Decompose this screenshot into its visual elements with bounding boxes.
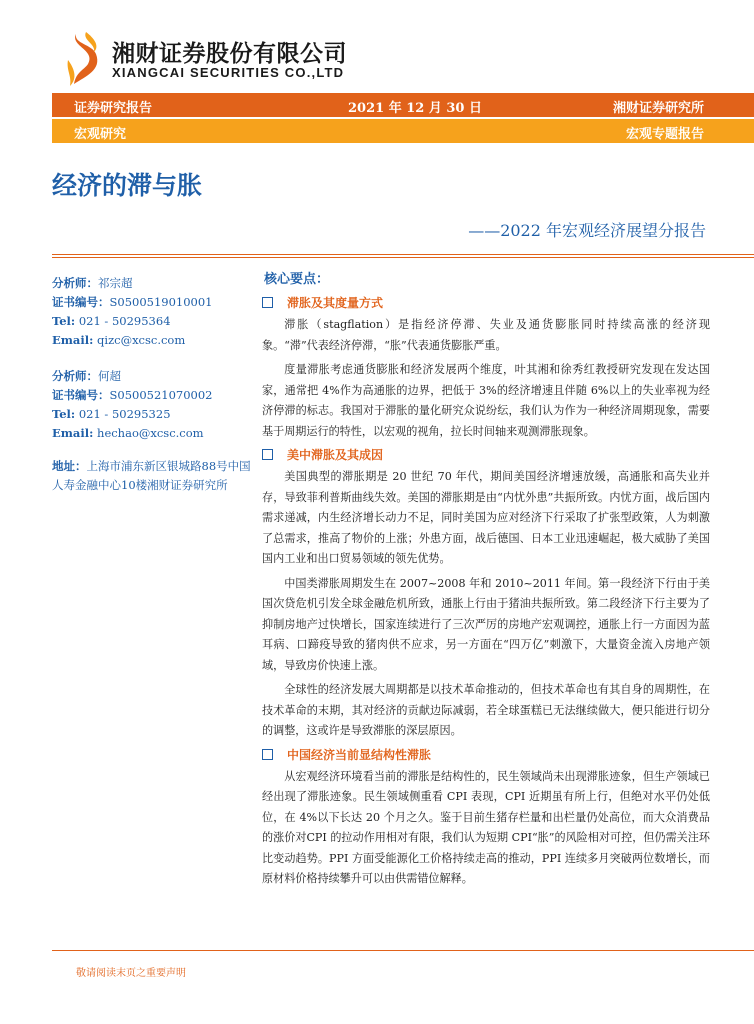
analyst-card <box>52 274 252 350</box>
section-heading-text: 美中滞胀及其成因 <box>287 448 384 462</box>
analyst-label: 分析师： <box>52 276 98 290</box>
paragraph: 度量滞胀考虑通货膨胀和经济发展两个维度，叶其湘和徐秀红教授研究发现在发达国家，通常把 4%作为高通胀的边界，把低于 3%的经济增速且伴随 6%以上的失业率视为经济停滞的标志。我国对于滞胀的量化研究众说纷纭，我们认为作为一种经济周期现象，需要基于周期运行的特性，以宏观的视角，拉长时间轴来观测滞胀现象。 <box>262 363 710 438</box>
report-type-band <box>52 93 754 117</box>
checkbox-bullet-icon <box>262 297 273 308</box>
email-label: Email: <box>52 426 94 440</box>
address-label: 地址： <box>52 459 87 473</box>
cert-number: S0500521070002 <box>109 388 213 402</box>
cert-label: 证书编号： <box>52 388 110 402</box>
title-divider <box>52 254 754 255</box>
tel-number: 021 - 50295364 <box>78 314 171 328</box>
institute-name: 湘财证券研究所 <box>612 101 704 116</box>
address-text: 上海市浦东新区银城路88号中国人寿金融中心10楼湘财证券研究所 <box>52 459 251 492</box>
section-heading <box>262 746 710 763</box>
analyst-name: 何超 <box>98 369 121 383</box>
analyst-label: 分析师： <box>52 369 98 383</box>
title-divider-secondary <box>52 257 754 258</box>
company-logo-icon <box>66 30 106 88</box>
email-label: Email: <box>52 333 94 347</box>
paragraph: 滞胀（stagflation）是指经济停滞、失业及通货膨胀同时持续高涨的经济现象。“滞”代表经济停滞，“胀”代表通货膨胀严重。 <box>262 318 710 352</box>
tel-number: 021 - 50295325 <box>78 407 171 421</box>
section-heading-text: 中国经济当前显结构性滞胀 <box>287 747 432 762</box>
report-subtitle: ——2022 年宏观经济展望分报告 <box>468 221 706 240</box>
company-name-en: XIANGCAI SECURITIES CO.,LTD <box>112 65 345 80</box>
tel-label: Tel: <box>52 407 76 421</box>
checkbox-bullet-icon <box>262 449 273 460</box>
checkbox-bullet-icon <box>262 749 273 760</box>
disclaimer-notice: 敬请阅读末页之重要声明 <box>76 968 186 979</box>
paragraph: 美国典型的滞胀期是 20 世纪 70 年代，期间美国经济增速放缓，高通胀和高失业并存，导致菲利普斯曲线失效。美国的滞胀期是由“内忧外患”共振所致。内忧方面，战后国内需求递减，内生经济增长动力不足，同时美国为应对经济下行采取了扩张型政策，人为刺激了总需求，推高了物价的上涨；外患方面，战后德国、日本工业迅速崛起，极大威胁了美国国内工业和出口贸易领域的领先优势。 <box>262 470 710 565</box>
report-title: 经济的滞与胀 <box>52 171 203 200</box>
analyst-sidebar <box>52 274 252 495</box>
paragraph: 中国类滞胀周期发生在 2007~2008 年和 2010~2011 年间。第一段经济下行由于美国次贷危机引发全球金融危机所致，通胀上行由于猪油共振所致。第二段经济下行主要为了抑制房地产过快增长，国家连续进行了三次严厉的房地产宏观调控，通胀上行一方面因为蓝耳病、口蹄疫导致的猪肉供不应求，另一方面在“四万亿”刺激下，大量资金流入房地产领域，导致房价快速上涨。 <box>262 576 710 672</box>
footer-divider <box>52 950 754 951</box>
report-subtype: 宏观专题报告 <box>625 127 704 142</box>
paragraph: 从宏观经济环境看当前的滞胀是结构性的，民生领域尚未出现滞胀迹象，但生产领域已经出现了滞胀迹象。民生领域侧重看 CPI 表现，CPI 近期虽有所上行，但绝对水平仍处低位，在 4%以下长达 20 个月之久。鉴于目前生猪存栏量和出栏量仍处高位，而大众消费品的涨价对CPI 的拉动作用相对有限，我们认为短期 CPI“胀”的风险相对可控，但仍需关注环比变动趋势。PPI 方面受能源化工价格持续走高的推动，PPI 连续多月突破两位数增长，而原材料价格持续攀升可以由供需错位解释。 <box>262 769 710 885</box>
report-category-band <box>52 119 754 143</box>
report-type-label: 证券研究报告 <box>74 101 153 116</box>
email-address[interactable]: qizc@xcsc.com <box>97 333 186 347</box>
company-name-cn: 湘财证券股份有限公司 <box>112 41 347 67</box>
institute-address <box>52 457 252 495</box>
email-address[interactable]: hechao@xcsc.com <box>97 426 204 440</box>
analyst-name: 祁宗超 <box>98 276 133 290</box>
key-points-title: 核心要点： <box>264 272 330 287</box>
section-heading <box>262 446 710 463</box>
paragraph: 全球性的经济发展大周期都是以技术革命推动的，但技术革命也有其自身的周期性，在技术革命的末期，其对经济的贡献边际减弱，若全球蛋糕已无法继续做大，便只能进行切分的调整，这或许是导致滞胀的深层原因。 <box>262 683 710 737</box>
analyst-card <box>52 367 252 443</box>
key-points-content <box>262 292 710 894</box>
section-heading <box>262 294 710 311</box>
report-date: 2021 年 12 月 30 日 <box>348 101 482 116</box>
tel-label: Tel: <box>52 314 76 328</box>
cert-number: S0500519010001 <box>109 295 213 309</box>
cert-label: 证书编号： <box>52 295 110 309</box>
section-heading-text: 滞胀及其度量方式 <box>287 296 384 310</box>
research-category: 宏观研究 <box>74 127 127 142</box>
